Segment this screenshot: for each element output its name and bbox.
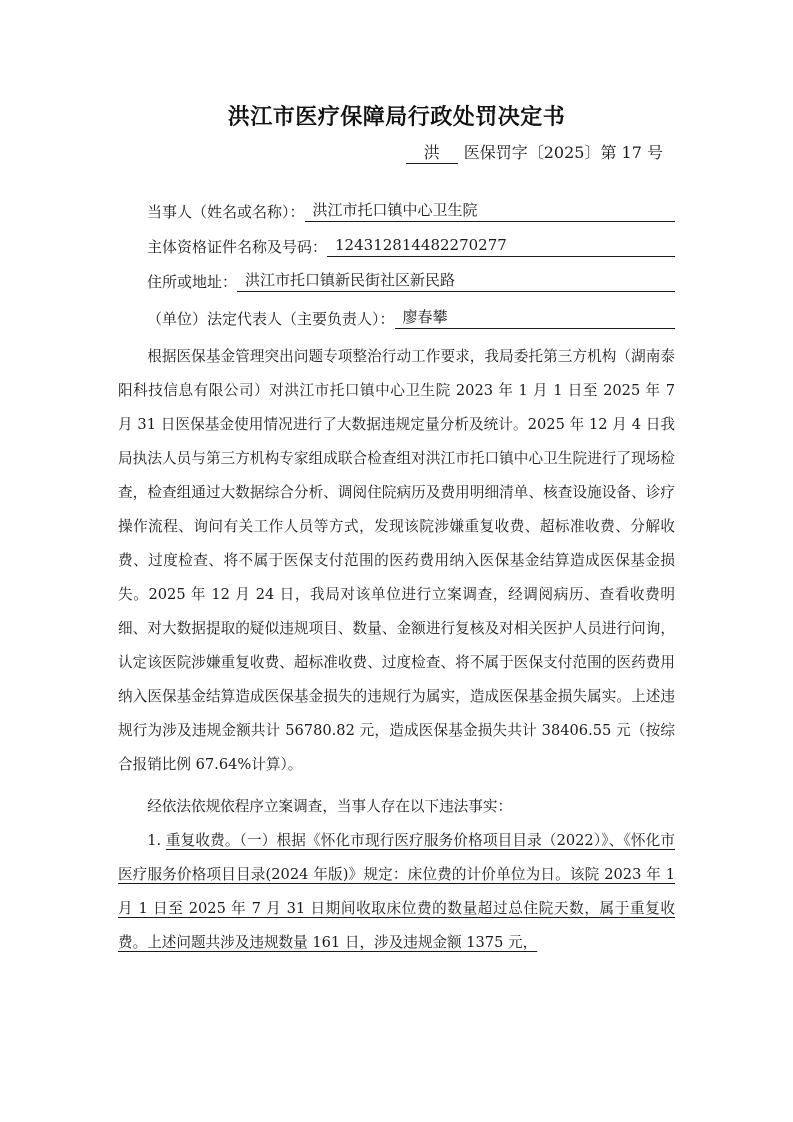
field-label: 住所或地址： <box>147 273 238 291</box>
field-value: 廖春攀 <box>395 306 675 329</box>
document-number <box>406 140 663 164</box>
field-label: 主体资格证件名称及号码： <box>147 238 328 256</box>
field-label: 当事人（姓名或名称）： <box>147 203 305 221</box>
fact-number: 1. <box>147 832 166 849</box>
doc-number-prefix: 洪 <box>406 140 458 164</box>
fact-text: 重复收费。（一）根据《怀化市现行医疗服务价格项目目录（2022）》、《怀化市医疗服务价格项目目录(2024 年版)》规定：床位费的计价单位为日。该院 2023 年 1 月 1 日至 2025 年 7 月 31 日期间收取床位费的数量超过总住院天数，属于重复收费。上述问题共涉及违规数量 161 日，涉及违规金额 1375 元， <box>118 832 675 951</box>
field-value: 洪江市托口镇新民街社区新民路 <box>237 269 675 292</box>
field-value: 洪江市托口镇中心卫生院 <box>305 199 675 222</box>
field-party-name <box>147 198 675 222</box>
paragraph-intro-facts: 经依法依规依程序立案调查，当事人存在以下违法事实： <box>147 798 513 815</box>
field-legal-representative <box>147 305 675 329</box>
field-label: （单位）法定代表人（主要负责人）： <box>147 310 395 328</box>
field-value: 124312814482270277 <box>327 234 675 257</box>
paragraph-background: 根据医保基金管理突出问题专项整治行动工作要求，我局委托第三方机构（湖南泰阳科技信息有限公司）对洪江市托口镇中心卫生院 2023 年 1 月 1 日至 2025 年 7 月 31 日医保基金使用情况进行了大数据违规定量分析及统计。2025 年 12 月 4 日我局执法人员与第三方机构专家组成联合检查组对洪江市托口镇中心卫生院进行了现场检查，检查组通过大数据综合分析、调阅住院病历及费用明细清单、核查设施设备、诊疗操作流程、询问有关工作人员等方式，发现该院涉嫌重复收费、超标准收费、分解收费、过度检查、将不属于医保支付范围的医药费用纳入医保基金结算造成医保基金损失。2025 年 12 月 24 日，我局对该单位进行立案调查，经调阅病历、查看收费明细、对大数据提取的疑似违规项目、数量、金额进行复核及对相关医护人员进行问询，认定该医院涉嫌重复收费、超标准收费、过度检查、将不属于医保支付范围的医药费用纳入医保基金结算造成医保基金损失的违规行为属实，造成医保基金损失属实。上述违规行为涉及违规金额共计 56780.82 元，造成医保基金损失共计 38406.55 元（按综合报销比例 67.64%计算）。 <box>118 348 675 773</box>
document-body <box>118 340 675 960</box>
doc-number-rest: 医保罚字〔2025〕第 17 号 <box>463 143 663 162</box>
field-id-number <box>147 233 675 257</box>
field-address <box>147 268 675 292</box>
document-title: 洪江市医疗保障局行政处罚决定书 <box>227 105 566 130</box>
paragraph-fact-1 <box>118 824 675 960</box>
